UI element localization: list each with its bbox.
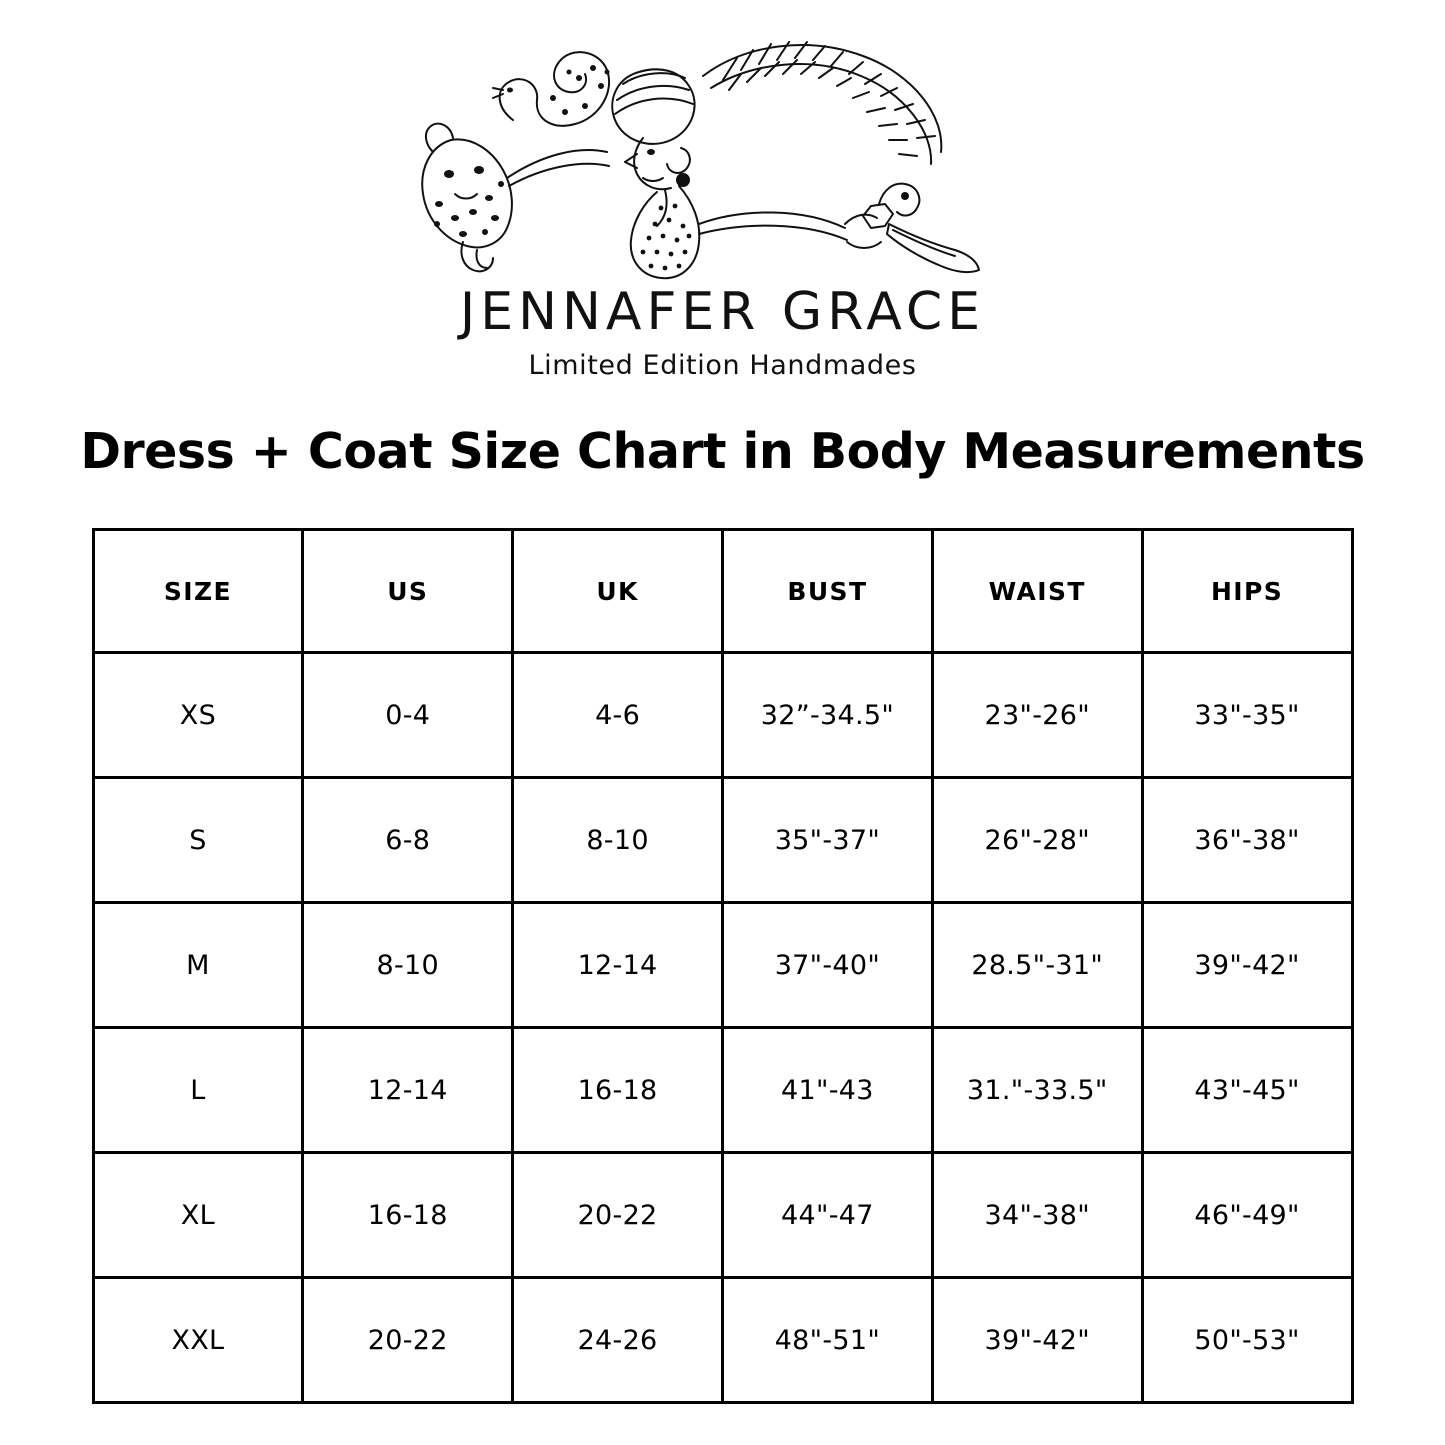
cell-bust: 41"-43 <box>722 1028 932 1153</box>
cell-waist: 23"-26" <box>932 653 1142 778</box>
table-row <box>93 1278 1352 1403</box>
cell-waist: 28.5"-31" <box>932 903 1142 1028</box>
column-header-hips: HIPS <box>1142 530 1352 653</box>
table-row <box>93 903 1352 1028</box>
brand-logo-block <box>0 0 1445 381</box>
column-header-bust: BUST <box>722 530 932 653</box>
cell-size: S <box>93 778 303 903</box>
cell-size: M <box>93 903 303 1028</box>
cell-bust: 32”-34.5" <box>722 653 932 778</box>
brand-illustration-icon <box>393 28 1053 288</box>
cell-size: XXL <box>93 1278 303 1403</box>
size-chart-table-wrap <box>92 528 1354 1404</box>
column-header-size: SIZE <box>93 530 303 653</box>
cell-hips: 50"-53" <box>1142 1278 1352 1403</box>
table-row <box>93 1153 1352 1278</box>
cell-waist: 39"-42" <box>932 1278 1142 1403</box>
cell-hips: 39"-42" <box>1142 903 1352 1028</box>
cell-hips: 33"-35" <box>1142 653 1352 778</box>
table-row <box>93 653 1352 778</box>
cell-hips: 43"-45" <box>1142 1028 1352 1153</box>
cell-uk: 12-14 <box>513 903 723 1028</box>
cell-size: XS <box>93 653 303 778</box>
cell-uk: 4-6 <box>513 653 723 778</box>
cell-uk: 16-18 <box>513 1028 723 1153</box>
column-header-uk: UK <box>513 530 723 653</box>
cell-waist: 26"-28" <box>932 778 1142 903</box>
cell-waist: 31."-33.5" <box>932 1028 1142 1153</box>
cell-uk: 8-10 <box>513 778 723 903</box>
cell-uk: 24-26 <box>513 1278 723 1403</box>
cell-size: L <box>93 1028 303 1153</box>
cell-hips: 36"-38" <box>1142 778 1352 903</box>
table-row <box>93 778 1352 903</box>
cell-us: 20-22 <box>303 1278 513 1403</box>
cell-waist: 34"-38" <box>932 1153 1142 1278</box>
cell-uk: 20-22 <box>513 1153 723 1278</box>
column-header-waist: WAIST <box>932 530 1142 653</box>
cell-hips: 46"-49" <box>1142 1153 1352 1278</box>
cell-us: 0-4 <box>303 653 513 778</box>
cell-us: 6-8 <box>303 778 513 903</box>
cell-us: 16-18 <box>303 1153 513 1278</box>
cell-size: XL <box>93 1153 303 1278</box>
page-title: Dress + Coat Size Chart in Body Measurements <box>80 423 1365 480</box>
brand-tagline: Limited Edition Handmades <box>528 350 917 381</box>
table-row <box>93 1028 1352 1153</box>
column-header-us: US <box>303 530 513 653</box>
cell-bust: 48"-51" <box>722 1278 932 1403</box>
brand-name: JENNAFER GRACE <box>459 282 986 342</box>
cell-us: 8-10 <box>303 903 513 1028</box>
cell-bust: 37"-40" <box>722 903 932 1028</box>
table-header-row <box>93 530 1352 653</box>
cell-us: 12-14 <box>303 1028 513 1153</box>
cell-bust: 44"-47 <box>722 1153 932 1278</box>
size-chart-table <box>92 528 1354 1404</box>
cell-bust: 35"-37" <box>722 778 932 903</box>
